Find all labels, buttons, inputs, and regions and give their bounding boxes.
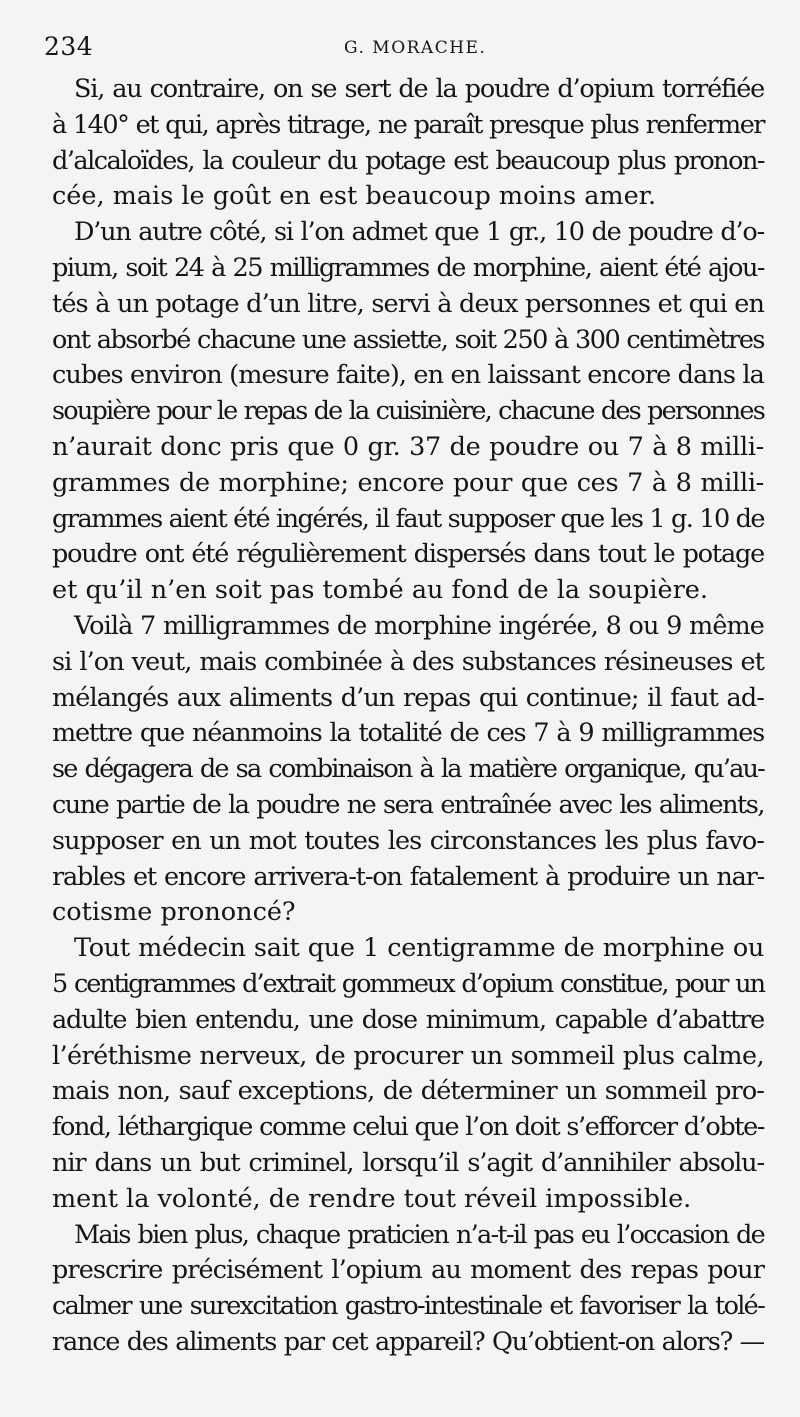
text-line: nir dans un but criminel, lorsqu’il s’agit d’annihiler absolu-	[52, 1147, 764, 1178]
paragraph	[52, 215, 764, 609]
text-line: supposer en un mot toutes les circonstances les plus favo-	[52, 825, 764, 856]
text-line: Si, au contraire, on se sert de la poudre d’opium torréfiée	[74, 74, 764, 104]
paragraph	[52, 72, 764, 215]
text-line: cotisme prononcé?	[52, 897, 296, 928]
text-line: cune partie de la poudre ne sera entraînée avec les aliments,	[52, 789, 764, 820]
text-line: adulte bien entendu, une dose minimum, capable d’abattre	[52, 1004, 764, 1035]
paragraph	[52, 1218, 764, 1361]
text-line: 5 centigrammes d’extrait gommeux d’opium constitue, pour un	[52, 968, 764, 999]
page-number: 234	[44, 32, 94, 61]
text-line: d’alcaloïdes, la couleur du potage est beaucoup plus pronon-	[52, 145, 764, 176]
text-line: cubes environ (mesure faite), en en laissant encore dans la	[52, 360, 764, 391]
text-line: Mais bien plus, chaque praticien n’a-t-il pas eu l’occasion de	[74, 1219, 764, 1250]
text-line: prescrire précisément l’opium au moment des repas pour	[52, 1255, 764, 1286]
text-line: D’un autre côté, si l’on admet que 1 gr., 10 de poudre d’o-	[74, 217, 764, 248]
text-line: rables et encore arrivera-t-on fatalement à produire un nar-	[52, 861, 764, 892]
text-line: mélangés aux aliments d’un repas qui continue; il faut ad-	[52, 682, 764, 713]
text-line: soupière pour le repas de la cuisinière, chacune des personnes	[52, 396, 764, 427]
text-line: mais non, sauf exceptions, de déterminer un sommeil pro-	[52, 1076, 764, 1107]
text-line: Tout médecin sait que 1 centigramme de morphine ou	[74, 933, 764, 964]
text-line: si l’on veut, mais combinée à des substances résineuses et	[52, 646, 764, 677]
paragraph	[52, 931, 764, 1217]
text-line: mettre que néanmoins la totalité de ces 7 à 9 milligrammes	[52, 718, 764, 749]
text-line: Voilà 7 milligrammes de morphine ingérée, 8 ou 9 même	[74, 610, 764, 641]
text-line: pium, soit 24 à 25 milligrammes de morphine, aient été ajou-	[52, 252, 764, 283]
text-line: tés à un potage d’un litre, servi à deux personnes et qui en	[52, 288, 764, 319]
text-line: calmer une surexcitation gastro-intestinale et favoriser la tolé-	[52, 1291, 764, 1322]
text-line: grammes aient été ingérés, il faut supposer que les 1 g. 10 de	[52, 503, 764, 534]
text-line: fond, léthargique comme celui que l’on doit s’efforcer d’obte-	[52, 1112, 764, 1143]
running-title: G. MORACHE.	[344, 38, 487, 58]
text-line: ont absorbé chacune une assiette, soit 250 à 300 centimètres	[52, 324, 764, 355]
text-line: l’éréthisme nerveux, de procurer un sommeil plus calme,	[52, 1040, 764, 1071]
body-text	[52, 72, 764, 1361]
text-line: et qu’il n’en soit pas tombé au fond de la soupière.	[52, 575, 709, 606]
text-line: n’aurait donc pris que 0 gr. 37 de poudre ou 7 à 8 milli-	[52, 431, 764, 462]
text-line: poudre ont été régulièrement dispersés dans tout le potage	[52, 539, 764, 570]
text-line: cée, mais le goût en est beaucoup moins amer.	[52, 181, 657, 212]
text-line: ment la volonté, de rendre tout réveil impossible.	[52, 1183, 692, 1214]
text-line: rance des aliments par cet appareil? Qu’obtient-on alors? —	[52, 1326, 764, 1357]
text-line: grammes de morphine; encore pour que ces 7 à 8 milli-	[52, 467, 764, 498]
text-line: se dégagera de sa combinaison à la matière organique, qu’au-	[52, 754, 764, 785]
text-line: à 140° et qui, après titrage, ne paraît presque plus renfermer	[52, 109, 764, 140]
paragraph	[52, 609, 764, 931]
page-header	[44, 32, 760, 72]
